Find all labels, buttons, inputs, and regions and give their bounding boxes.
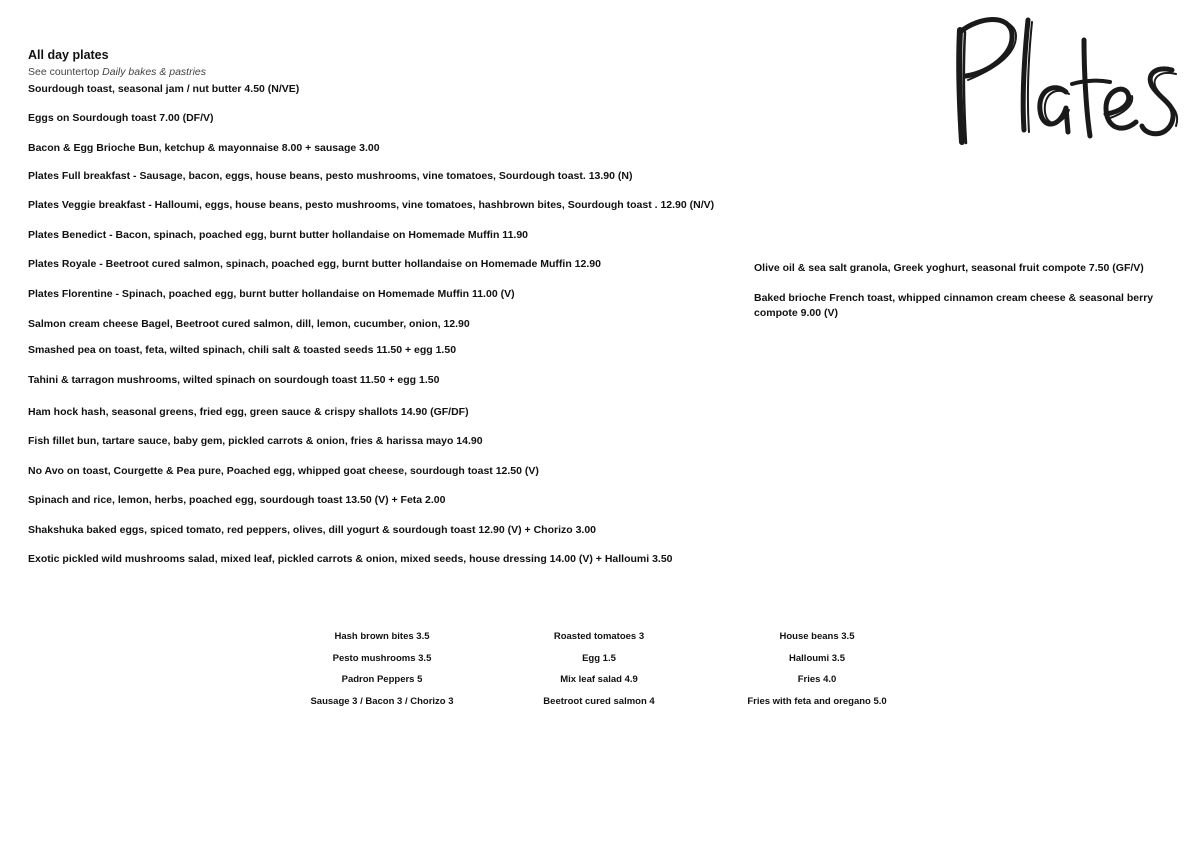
menu-item: Bacon & Egg Brioche Bun, ketchup & mayonnaise 8.00 + sausage 3.00 [28, 142, 380, 154]
menu-item: Baked brioche French toast, whipped cinnamon cream cheese & seasonal berry compote 9.00 (V) [754, 292, 1154, 319]
side-item: Roasted tomatoes 3 [553, 631, 645, 642]
side-item: Fries with feta and oregano 5.0 [747, 696, 887, 708]
section-subtitle [28, 66, 206, 78]
menu-item: Ham hock hash, seasonal greens, fried egg, green sauce & crispy shallots 14.90 (GF/DF) [28, 406, 469, 418]
menu-item: Olive oil & sea salt granola, Greek yoghurt, seasonal fruit compote 7.50 (GF/V) [754, 262, 1144, 274]
menu-item: Exotic pickled wild mushrooms salad, mixed leaf, pickled carrots & onion, mixed seeds, house dressing 14.00 (V) + Halloumi 3.50 [28, 553, 673, 565]
sides-column-1 [282, 629, 482, 716]
menu-item: Smashed pea on toast, feta, wilted spinach, chili salt & toasted seeds 11.50 + egg 1.50 [28, 344, 457, 356]
menu-item: Spinach and rice, lemon, herbs, poached egg, sourdough toast 13.50 (V) + Feta 2.00 [28, 494, 446, 506]
side-item: Sausage 3 / Bacon 3 / Chorizo 3 [310, 696, 454, 708]
menu-item: Tahini & tarragon mushrooms, wilted spinach on sourdough toast 11.50 + egg 1.50 [28, 374, 440, 386]
side-item: Hash brown bites 3.5 [334, 631, 430, 642]
menu-item: No Avo on toast, Courgette & Pea pure, Poached egg, whipped goat cheese, sourdough toast 12.50 (V) [28, 465, 539, 477]
menu-item: Eggs on Sourdough toast 7.00 (DF/V) [28, 112, 214, 124]
menu-item: Sourdough toast, seasonal jam / nut butter 4.50 (N/VE) [28, 83, 300, 95]
side-item: Padron Peppers 5 [341, 674, 423, 686]
subtitle-italic: Daily bakes & pastries [102, 66, 207, 78]
menu-item: Fish fillet bun, tartare sauce, baby gem, pickled carrots & onion, fries & harissa mayo 14.90 [28, 435, 483, 447]
menu-item: Plates Veggie breakfast - Halloumi, eggs, house beans, pesto mushrooms, vine tomatoes, hashbrown bites, Sourdough toast . 12.90 (N/V) [28, 199, 715, 211]
side-item: Halloumi 3.5 [789, 652, 845, 664]
side-item: Mix leaf salad 4.9 [560, 674, 638, 686]
menu-item: Plates Full breakfast - Sausage, bacon, eggs, house beans, pesto mushrooms, vine tomatoes, Sourdough toast. 13.90 (N) [28, 170, 633, 182]
menu-item: Plates Royale - Beetroot cured salmon, spinach, poached egg, burnt butter hollandaise on Homemade Muffin 12.90 [28, 258, 601, 270]
side-item: House beans 3.5 [779, 631, 855, 642]
plates-logo [950, 10, 1182, 150]
side-item: Beetroot cured salmon 4 [543, 696, 655, 708]
menu-item: Shakshuka baked eggs, spiced tomato, red peppers, olives, dill yogurt & sourdough toast 12.90 (V) + Chorizo 3.00 [28, 524, 597, 536]
menu-item: Plates Benedict - Bacon, spinach, poached egg, burnt butter hollandaise on Homemade Muffin 11.90 [28, 229, 529, 241]
sides-column-3 [717, 629, 917, 716]
menu-item: Plates Florentine - Spinach, poached egg, burnt butter hollandaise on Homemade Muffin 11.00 (V) [28, 288, 515, 300]
section-title: All day plates [28, 48, 109, 62]
side-item: Fries 4.0 [797, 674, 837, 686]
sides-column-2 [499, 629, 699, 716]
side-item: Pesto mushrooms 3.5 [332, 652, 432, 664]
menu-item: Salmon cream cheese Bagel, Beetroot cured salmon, dill, lemon, cucumber, onion, 12.90 [28, 318, 470, 330]
subtitle-prefix: See countertop [28, 66, 103, 78]
side-item: Egg 1.5 [582, 652, 616, 664]
